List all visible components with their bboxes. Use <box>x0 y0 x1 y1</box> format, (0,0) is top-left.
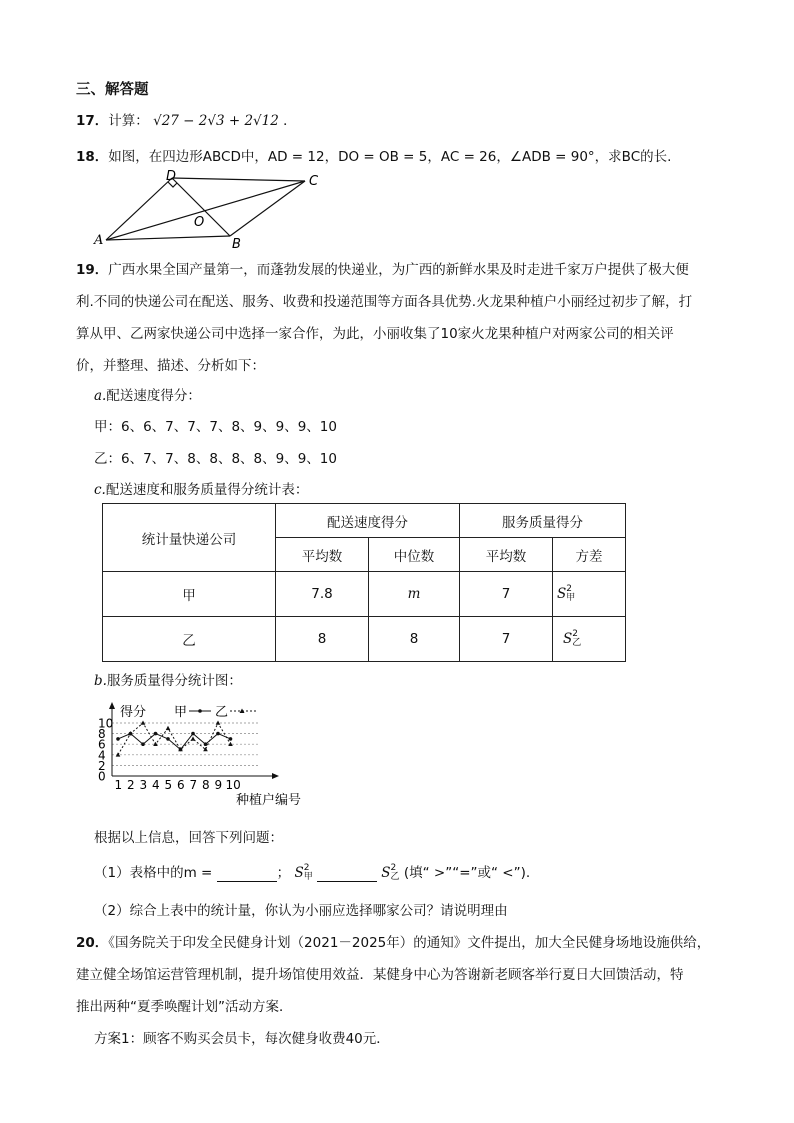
x-tick-label: 10 <box>225 778 241 792</box>
chart-legend <box>174 705 258 720</box>
data-point-yi <box>116 752 121 756</box>
segment-cb <box>230 181 305 236</box>
table-group-header-service: 服务质量得分 <box>460 504 626 538</box>
data-point-jia <box>191 732 195 736</box>
series-line-yi <box>118 723 231 755</box>
question-17 <box>76 109 297 129</box>
y-axis-arrow <box>109 702 115 709</box>
table-corner-header: 统计量快递公司 <box>103 504 276 572</box>
variance-symbol: S <box>381 865 391 881</box>
subscript: 甲 <box>303 872 313 882</box>
x-tick-label: 8 <box>202 778 210 792</box>
part-text: 服务质量得分统计图： <box>106 673 242 689</box>
legend-label-jia: 甲 <box>174 705 188 720</box>
legend-label-yi: 乙 <box>215 705 229 720</box>
chart-ylabel: 得分 <box>120 705 147 720</box>
table-cell: 7 <box>460 572 553 617</box>
sub-question-2: （2）综合上表中的统计量，你认为小丽应选择哪家公司？请说明理由 <box>94 903 508 919</box>
x-tick-label: 4 <box>152 778 160 792</box>
question-number: 20． <box>76 935 109 951</box>
question-20-line-3: 推出两种“夏季唤醒计划”活动方案． <box>76 999 293 1015</box>
chart-series <box>116 721 233 757</box>
y-tick-label: 6 <box>98 737 106 752</box>
label-c: C <box>309 174 319 189</box>
subscript: 乙 <box>390 872 400 882</box>
answer-blank-compare[interactable] <box>317 867 377 882</box>
data-point-jia <box>204 742 208 746</box>
table-group-header-speed: 配送速度得分 <box>276 504 460 538</box>
plan-1: 方案1：顾客不购买会员卡，每次健身收费40元． <box>94 1031 390 1047</box>
question-18 <box>76 145 671 165</box>
part-a-heading <box>94 384 201 404</box>
fill-instruction: (填“ >”“=”或“ <”). <box>403 865 531 881</box>
table-subheader: 方差 <box>553 538 626 572</box>
variance-symbol: S <box>557 586 567 602</box>
question-end: ． <box>283 113 297 129</box>
question-19-line-1 <box>76 258 689 278</box>
subscript: 乙 <box>572 638 582 648</box>
question-19-line-3: 算从甲、乙两家快递公司中选择一家合作，为此，小丽收集了10家火龙果种植户对两家公司的相关评 <box>76 326 674 342</box>
segment-ab <box>106 236 230 240</box>
y-tick-label: 8 <box>98 727 106 742</box>
part-c-heading <box>94 478 308 498</box>
part-b-heading <box>94 669 242 689</box>
data-point-jia <box>229 737 233 741</box>
table-row <box>103 617 626 662</box>
y-tick-label: 10 <box>98 716 114 731</box>
superscript: 2 <box>303 863 310 873</box>
data-point-jia <box>216 732 220 736</box>
chart-grid <box>112 723 259 765</box>
table-cell: 7 <box>460 617 553 662</box>
y-tick-label: 0 <box>98 769 106 784</box>
table-cell: 8 <box>276 617 369 662</box>
x-tick-label: 7 <box>189 778 198 792</box>
table-row <box>103 572 626 617</box>
label-d: D <box>166 169 177 184</box>
question-number: 19． <box>76 262 109 278</box>
y-tick-label: 4 <box>98 748 106 763</box>
statistics-table <box>102 503 626 662</box>
x-axis-arrow <box>272 773 279 779</box>
x-tick-label: 5 <box>164 778 173 792</box>
y-tick-label: 2 <box>98 758 106 773</box>
y-tick-labels <box>98 717 113 784</box>
label-o: O <box>194 215 205 230</box>
jia-scores: 甲：6、6、7、7、7、8、9、9、9、10 <box>94 419 337 435</box>
superscript: 2 <box>566 584 572 594</box>
diagonal-ac <box>106 181 305 240</box>
question-20-line-2: 建立健全场馆运营管理机制，提升场馆使用效益．某健身中心为答谢新老顾客举行夏日大回馈活动，特 <box>76 967 684 983</box>
question-number: 18． <box>76 149 109 165</box>
part-label: c. <box>94 482 106 498</box>
math-expression: √27 − 2√3 + 2√12 <box>153 113 279 129</box>
paragraph-text: 《国务院关于印发全民健身计划（2021－2025年）的通知》文件提出，加大全民健身场地设施供给， <box>108 935 711 951</box>
table-cell: m <box>369 572 460 617</box>
question-text: 如图，在四边形ABCD中，AD = 12，DO = OB = 5，AC = 26，∠ADB = 90°，求BC的长. <box>108 149 672 165</box>
separator: ； <box>276 865 291 881</box>
data-point-yi <box>166 726 171 730</box>
superscript: 2 <box>572 629 578 639</box>
table-cell-variance <box>553 572 626 617</box>
section-title: 三、解答题 <box>76 82 149 98</box>
x-tick-label: 2 <box>127 778 135 792</box>
question-number: 17． <box>76 113 109 129</box>
variance-symbol: S <box>294 865 304 881</box>
answer-blank-m[interactable] <box>217 867 277 882</box>
legend-marker-jia <box>198 709 202 713</box>
question-text: 计算： <box>108 113 149 129</box>
series-line-jia <box>118 734 231 750</box>
part-label: a. <box>94 388 107 404</box>
part-text: 配送速度和服务质量得分统计表： <box>105 482 309 498</box>
question-20-line-1 <box>76 931 710 951</box>
answer-prompt: 根据以上信息，回答下列问题： <box>94 830 283 846</box>
x-tick-label: 9 <box>214 778 223 792</box>
table-cell-variance <box>553 617 626 662</box>
table-cell: 8 <box>369 617 460 662</box>
label-b: B <box>232 237 241 248</box>
chart-xlabel: 种植户编号 <box>236 793 302 808</box>
table-cell: 乙 <box>103 617 276 662</box>
question-19-line-2: 利.不同的快递公司在配送、服务、收费和投递范围等方面各具优势.火龙果种植户小丽经过初步了解，打 <box>76 294 693 310</box>
data-point-jia <box>116 737 120 741</box>
sub-question-1 <box>94 861 530 882</box>
paragraph-text: 广西水果全国产量第一，而蓬勃发展的快递业，为广西的新鲜水果及时走进千家万户提供了极大便 <box>108 262 689 278</box>
data-point-yi <box>228 742 233 746</box>
table-subheader: 平均数 <box>276 538 369 572</box>
subscript: 甲 <box>566 593 576 603</box>
data-point-jia <box>166 737 170 741</box>
variance-symbol: S <box>563 631 573 647</box>
question-19-line-4: 价，并整理、描述、分析如下： <box>76 358 265 374</box>
table-subheader: 中位数 <box>369 538 460 572</box>
table-subheader: 平均数 <box>460 538 553 572</box>
data-point-jia <box>154 732 158 736</box>
superscript: 2 <box>390 863 397 873</box>
table-cell: 甲 <box>103 572 276 617</box>
x-tick-label: 3 <box>139 778 148 792</box>
x-tick-labels <box>115 778 241 792</box>
x-tick-label: 6 <box>177 778 185 792</box>
label-a: A <box>94 233 104 248</box>
segment-dc <box>172 178 305 181</box>
x-tick-label: 1 <box>114 778 123 792</box>
service-quality-line-chart <box>94 700 324 812</box>
part-text: 配送速度得分： <box>106 388 201 404</box>
sub-question-text: （1）表格中的m = <box>94 865 213 881</box>
yi-scores: 乙：6、7、7、8、8、8、8、9、9、10 <box>94 451 337 467</box>
quadrilateral-figure <box>90 168 330 248</box>
part-label: b. <box>94 673 107 689</box>
data-point-yi <box>191 736 196 740</box>
table-cell: 7.8 <box>276 572 369 617</box>
data-point-jia <box>141 742 145 746</box>
